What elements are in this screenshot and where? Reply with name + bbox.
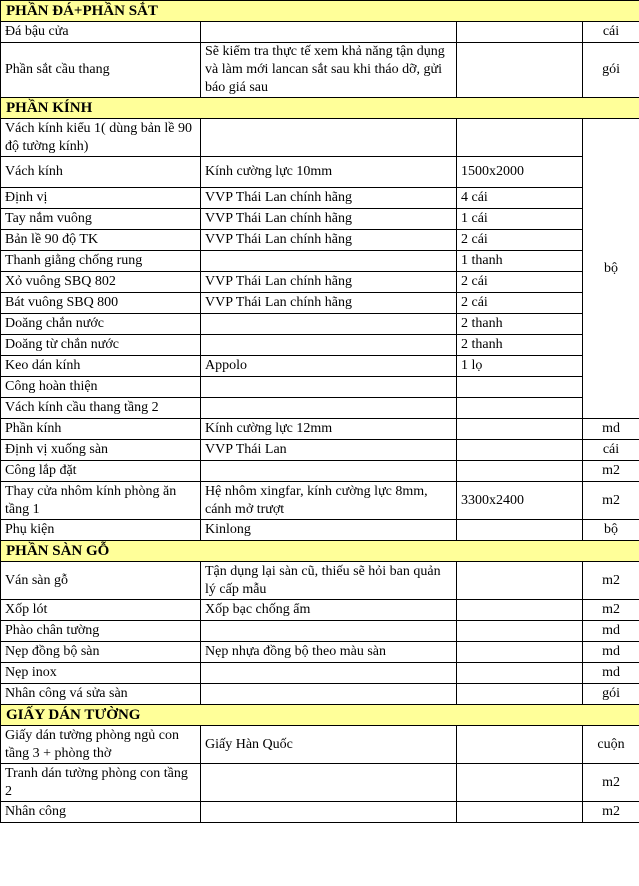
table-row xyxy=(1,621,639,642)
unit-cell: m2 xyxy=(583,600,639,621)
section-header xyxy=(1,1,639,22)
item-cell: Vách kính kiểu 1( dùng bản lề 90 độ tường kính) xyxy=(1,119,201,157)
table-row xyxy=(1,293,639,314)
desc-cell xyxy=(201,461,457,482)
item-cell: Vách kính cầu thang tầng 2 xyxy=(1,398,201,419)
size-cell xyxy=(457,726,583,764)
size-cell xyxy=(457,520,583,541)
desc-cell xyxy=(201,663,457,684)
item-cell: Công lắp đặt xyxy=(1,461,201,482)
desc-cell: Hệ nhôm xingfar, kính cường lực 8mm, cánh mở trượt xyxy=(201,482,457,520)
size-cell xyxy=(457,802,583,823)
item-cell: Định vị xyxy=(1,188,201,209)
section-title: PHẦN KÍNH xyxy=(1,98,639,119)
desc-cell xyxy=(201,684,457,705)
desc-cell: Xốp bạc chống ẩm xyxy=(201,600,457,621)
table-row xyxy=(1,230,639,251)
size-cell: 2 thanh xyxy=(457,335,583,356)
item-cell: Phần sắt cầu thang xyxy=(1,43,201,98)
desc-cell xyxy=(201,398,457,419)
table-row xyxy=(1,157,639,188)
table-row xyxy=(1,482,639,520)
desc-cell xyxy=(201,314,457,335)
item-cell: Thanh giằng chống rung xyxy=(1,251,201,272)
desc-cell: VVP Thái Lan chính hãng xyxy=(201,293,457,314)
section-title: GIẤY DÁN TƯỜNG xyxy=(1,705,639,726)
unit-cell: md xyxy=(583,419,639,440)
size-cell: 2 cái xyxy=(457,272,583,293)
desc-cell: Kinlong xyxy=(201,520,457,541)
size-cell xyxy=(457,440,583,461)
item-cell: Nẹp inox xyxy=(1,663,201,684)
desc-cell: Kính cường lực 10mm xyxy=(201,157,457,188)
item-cell: Phụ kiện xyxy=(1,520,201,541)
item-cell: Đá bậu cửa xyxy=(1,22,201,43)
item-cell: Doăng từ chắn nước xyxy=(1,335,201,356)
size-cell: 2 thanh xyxy=(457,314,583,335)
desc-cell: Nẹp nhựa đồng bộ theo màu sàn xyxy=(201,642,457,663)
table-row xyxy=(1,663,639,684)
size-cell xyxy=(457,377,583,398)
size-cell xyxy=(457,684,583,705)
unit-cell: m2 xyxy=(583,482,639,520)
size-cell xyxy=(457,642,583,663)
item-cell: Tay nắm vuông xyxy=(1,209,201,230)
size-cell: 3300x2400 xyxy=(457,482,583,520)
desc-cell: Kính cường lực 12mm xyxy=(201,419,457,440)
unit-cell: md xyxy=(583,663,639,684)
desc-cell: Appolo xyxy=(201,356,457,377)
item-cell: Giấy dán tường phòng ngủ con tầng 3 + phòng thờ xyxy=(1,726,201,764)
table-row xyxy=(1,600,639,621)
table-row xyxy=(1,209,639,230)
item-cell: Ván sàn gỗ xyxy=(1,562,201,600)
size-cell: 4 cái xyxy=(457,188,583,209)
size-cell xyxy=(457,562,583,600)
table-row xyxy=(1,22,639,43)
desc-cell xyxy=(201,802,457,823)
item-cell: Bát vuông SBQ 800 xyxy=(1,293,201,314)
size-cell xyxy=(457,419,583,440)
table-row xyxy=(1,726,639,764)
table-row xyxy=(1,562,639,600)
table-row xyxy=(1,356,639,377)
table-row xyxy=(1,188,639,209)
table-row xyxy=(1,520,639,541)
item-cell: Phần kính xyxy=(1,419,201,440)
table-row xyxy=(1,272,639,293)
unit-cell: bộ xyxy=(583,520,639,541)
desc-cell xyxy=(201,251,457,272)
table-row xyxy=(1,440,639,461)
unit-cell: m2 xyxy=(583,802,639,823)
section-header xyxy=(1,541,639,562)
table-row xyxy=(1,461,639,482)
desc-cell xyxy=(201,621,457,642)
table-row xyxy=(1,684,639,705)
table-row xyxy=(1,43,639,98)
table-row xyxy=(1,251,639,272)
item-cell: Doăng chắn nước xyxy=(1,314,201,335)
section-title: PHẦN SÀN GỖ xyxy=(1,541,639,562)
unit-cell: m2 xyxy=(583,764,639,802)
unit-cell: cuộn xyxy=(583,726,639,764)
desc-cell: VVP Thái Lan chính hãng xyxy=(201,272,457,293)
size-cell xyxy=(457,600,583,621)
item-cell: Tranh dán tường phòng con tầng 2 xyxy=(1,764,201,802)
table-row xyxy=(1,314,639,335)
size-cell: 2 cái xyxy=(457,293,583,314)
item-cell: Công hoàn thiện xyxy=(1,377,201,398)
item-cell: Thay cửa nhôm kính phòng ăn tầng 1 xyxy=(1,482,201,520)
table-row xyxy=(1,642,639,663)
item-cell: Phào chân tường xyxy=(1,621,201,642)
section-header xyxy=(1,98,639,119)
item-cell: Vách kính xyxy=(1,157,201,188)
size-cell xyxy=(457,398,583,419)
size-cell xyxy=(457,22,583,43)
size-cell: 1500x2000 xyxy=(457,157,583,188)
item-cell: Xỏ vuông SBQ 802 xyxy=(1,272,201,293)
desc-cell: VVP Thái Lan chính hãng xyxy=(201,209,457,230)
size-cell xyxy=(457,764,583,802)
unit-cell: gói xyxy=(583,684,639,705)
unit-cell: gói xyxy=(583,43,639,98)
desc-cell: VVP Thái Lan chính hãng xyxy=(201,230,457,251)
table-row xyxy=(1,419,639,440)
unit-cell: m2 xyxy=(583,562,639,600)
desc-cell xyxy=(201,119,457,157)
item-cell: Nhân công vá sửa sàn xyxy=(1,684,201,705)
item-cell: Bản lề 90 độ TK xyxy=(1,230,201,251)
size-cell: 1 lọ xyxy=(457,356,583,377)
item-cell: Định vị xuống sàn xyxy=(1,440,201,461)
item-cell: Keo dán kính xyxy=(1,356,201,377)
group-unit-cell: bộ xyxy=(583,119,639,419)
size-cell xyxy=(457,621,583,642)
table-row xyxy=(1,764,639,802)
desc-cell xyxy=(201,764,457,802)
unit-cell: cái xyxy=(583,22,639,43)
desc-cell: Tận dụng lại sàn cũ, thiếu sẽ hỏi ban quản lý cấp mẫu xyxy=(201,562,457,600)
desc-cell xyxy=(201,22,457,43)
item-cell: Nhân công xyxy=(1,802,201,823)
item-cell: Xốp lót xyxy=(1,600,201,621)
size-cell xyxy=(457,663,583,684)
item-cell: Nẹp đồng bộ sàn xyxy=(1,642,201,663)
size-cell xyxy=(457,461,583,482)
size-cell: 1 thanh xyxy=(457,251,583,272)
desc-cell: Sẽ kiểm tra thực tế xem khả năng tận dụng và làm mới lancan sắt sau khi tháo dỡ, gửi báo giá sau xyxy=(201,43,457,98)
size-cell: 1 cái xyxy=(457,209,583,230)
table-row xyxy=(1,119,639,157)
section-header xyxy=(1,705,639,726)
table-row xyxy=(1,377,639,398)
desc-cell xyxy=(201,377,457,398)
desc-cell: Giấy Hàn Quốc xyxy=(201,726,457,764)
table-row xyxy=(1,802,639,823)
desc-cell: VVP Thái Lan xyxy=(201,440,457,461)
desc-cell: VVP Thái Lan chính hãng xyxy=(201,188,457,209)
unit-cell: cái xyxy=(583,440,639,461)
unit-cell: md xyxy=(583,621,639,642)
size-cell xyxy=(457,119,583,157)
unit-cell: m2 xyxy=(583,461,639,482)
table-row xyxy=(1,398,639,419)
section-title: PHẦN ĐÁ+PHẦN SẮT xyxy=(1,1,639,22)
table-row xyxy=(1,335,639,356)
desc-cell xyxy=(201,335,457,356)
size-cell xyxy=(457,43,583,98)
unit-cell: md xyxy=(583,642,639,663)
size-cell: 2 cái xyxy=(457,230,583,251)
